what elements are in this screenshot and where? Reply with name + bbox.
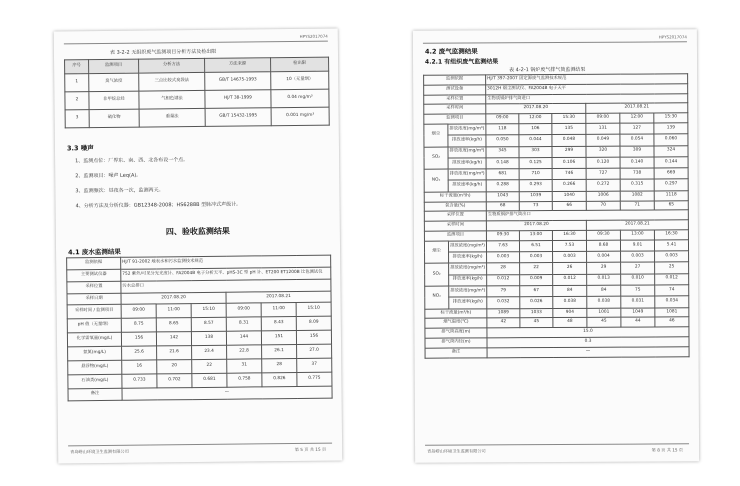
metric-label: 烟气温度(℃) [425, 318, 487, 328]
table-cell: 156 [296, 330, 331, 344]
table-cell: 1081 [655, 307, 689, 317]
sampling-time: 16:30 [654, 230, 688, 240]
column-header: 分析方法 [139, 58, 205, 73]
info-label: 测试设备 [424, 85, 486, 95]
info-value: HJ/T 397-2007 固定源废气监测技术规范 [486, 74, 688, 85]
footer-organization: 青岛崂山环境卫生监测有限公司 [70, 448, 129, 455]
column-header: 序号 [65, 60, 89, 74]
table-cell: 46 [655, 317, 689, 327]
table-cell: 硫化物 [89, 109, 139, 128]
table-cell: 1033 [520, 308, 553, 318]
noise-monitoring-line: 1、监测点位：厂界东、南、西、北各布设一个点。 [75, 157, 189, 165]
table-cell: 8.75 [121, 318, 156, 332]
table-cell: 299 [552, 146, 586, 157]
metric-label: 排放浓度(mg/m³) [448, 146, 486, 157]
table-caption: 表 3-2-2 无组织废气监测项目分析方法及检出限 [109, 48, 217, 56]
table-cell: 22.8 [227, 345, 262, 359]
table-cell: 0.001 mg/m³ [271, 107, 329, 126]
info-label: 监测依据 [67, 257, 121, 270]
table-cell: 1118 [654, 191, 688, 201]
metric-label: 排放速率(kg/h) [448, 135, 486, 146]
table-cell: 303 [519, 146, 552, 157]
sampling-time: 13:00 [620, 230, 654, 240]
table-cell: 27.0 [297, 344, 332, 358]
table-cell: 79 [487, 286, 520, 297]
metric-label: 排放速率(kg/h) [449, 275, 487, 286]
table-cell: 非甲烷总烃 [89, 91, 139, 110]
table-cell: 45 [520, 318, 553, 328]
corner-header: 采样时间 [424, 221, 486, 231]
table-cell: 0.010 [621, 274, 655, 285]
metric-label: 排放浓度(mg/m³) [449, 263, 487, 274]
table-cell: 0.297 [654, 179, 688, 190]
table-cell: 45 [587, 317, 621, 327]
table-cell: 135 [552, 123, 586, 134]
table-cell: 320 [586, 146, 620, 157]
table-cell: 127 [620, 123, 654, 134]
metric-label: 标干流量(m³/h) [425, 308, 487, 318]
metric-label: 排放速率(kg/h) [448, 158, 486, 169]
table-cell: 28 [262, 358, 297, 372]
noise-monitoring-line: 4、分析方法及分析仪器：GB12348-2008；HS6288B 型脉冲式声级计。 [75, 201, 242, 210]
table-cell: 0.120 [586, 157, 620, 168]
table-cell: 142 [156, 332, 191, 346]
metric-label: 排放速率(kg/h) [448, 180, 486, 191]
table-cell: 118 [486, 124, 519, 135]
table-cell: 44 [621, 317, 655, 327]
table-cell: 151 [261, 330, 296, 344]
info-value: 生物质锅炉排气筒出口 [486, 210, 688, 221]
sampling-time: 09:00 [486, 114, 519, 124]
sampling-time: 16:30 [552, 230, 586, 240]
header-rule [423, 41, 687, 43]
table-cell: 8.65 [156, 318, 191, 332]
table-cell: 0.3 [487, 337, 689, 348]
table-cell: 8.43 [261, 316, 296, 330]
table-cell: 710 [519, 169, 552, 180]
pollutant-label: SO₂ [424, 147, 448, 170]
table-cell: 0.04 mg/m³ [271, 89, 329, 108]
table-cell: 0.293 [519, 180, 552, 191]
sampling-time: 15:30 [552, 114, 586, 124]
column-header: 方法来源 [205, 58, 271, 73]
table-cell: 73 [519, 201, 552, 211]
table-cell: 0.148 [486, 158, 519, 169]
item-label: pH 值（无量纲） [67, 318, 121, 333]
sampling-time: 12:00 [620, 113, 654, 123]
table-cell: 0.003 [520, 252, 553, 263]
table-cell: 37 [297, 358, 332, 372]
sampling-date: 2017.08.21 [586, 103, 688, 113]
table-cell: 8.31 [226, 317, 261, 331]
table-cell: 0.288 [486, 180, 519, 191]
gas-results-table [423, 73, 690, 358]
sampling-time: 13:00 [519, 230, 552, 240]
metric-label: 排气筒高度(m) [425, 328, 487, 338]
table-row [425, 347, 689, 358]
table-cell: 25.6 [122, 346, 157, 360]
corner-header: 采样时间 [424, 104, 486, 114]
table-cell: 0.681 [192, 373, 227, 387]
info-value: HJ/T 91-2002 地表水和污水监测技术规范 [121, 255, 331, 269]
table-cell: 0.106 [552, 157, 586, 168]
chapter-title: 四、验收监测结果 [165, 226, 230, 237]
info-label: 主要测试仪器 [67, 269, 121, 282]
table-cell: — [487, 347, 689, 358]
table-cell: 0.038 [553, 297, 587, 308]
table-cell: 746 [552, 169, 586, 180]
footer-rule [68, 443, 332, 447]
sampling-time: 09:30 [486, 231, 519, 241]
table-cell: 8.57 [191, 317, 226, 331]
table-cell: 0.003 [487, 252, 520, 263]
table-cell: 0.012 [655, 273, 689, 284]
sampling-date: 2017.08.21 [226, 291, 331, 303]
footer-rule [425, 443, 689, 445]
table-cell: 0.026 [520, 297, 553, 308]
info-value: 752 紫外/可见分光光度计、FA2004B 电子分析天平、pHS-3C 型 pH 计、ET200 ET1200B 比色测试仪 [121, 267, 331, 281]
metric-label: 氧含量(%) [424, 201, 486, 211]
table-cell: 1001 [587, 308, 621, 318]
table-cell: 10（无量纲） [271, 71, 329, 90]
table-cell: 324 [654, 145, 688, 156]
table-cell: 0.038 [587, 296, 621, 307]
table-cell: 0.060 [654, 134, 688, 145]
header-rule [64, 41, 328, 45]
page-number: 第 5 页 共 15 页 [294, 446, 327, 452]
table-cell: 8.68 [586, 240, 620, 251]
table-cell: 9.01 [620, 240, 654, 251]
table-cell: 84 [587, 285, 621, 296]
table-cell: 0.009 [520, 274, 553, 285]
pollutant-label: 烟尘 [424, 241, 448, 264]
table-cell: 21.6 [157, 346, 192, 360]
pollutant-label: SO₂ [425, 263, 449, 286]
sampling-time: 09:00 [586, 113, 620, 123]
table-cell: 0.049 [586, 134, 620, 145]
item-label: 悬浮物(mg/L) [68, 360, 122, 375]
table-cell: 70 [586, 201, 620, 211]
section-heading-gas: 4.2 废气监测结果 [424, 47, 478, 56]
item-label: 氨氮(mg/L) [68, 346, 122, 361]
table-cell: 48 [553, 318, 587, 328]
sampling-time: 09:00 [226, 303, 261, 317]
table-cell: HJ/T 38-1999 [205, 90, 271, 109]
noise-monitoring-line: 2、监测项目：噪声 Leq(A)。 [75, 172, 142, 180]
metric-label: 排气筒内径(m) [425, 338, 487, 348]
table-cell: 臭气浓度 [89, 73, 139, 92]
remark-label: 备注 [68, 388, 122, 401]
footer-organization: 青岛崂山环境卫生监测有限公司 [427, 448, 486, 454]
table-cell: 15.0 [487, 327, 689, 338]
sampling-time: 15:10 [191, 303, 226, 317]
pollutant-label: NOₓ [424, 169, 448, 192]
section-heading-noise: 3.3 噪声 [66, 144, 94, 153]
info-value: 生物质锅炉排气筒进口 [486, 93, 688, 104]
info-label: 采样位置 [67, 281, 121, 294]
sampling-time: 12:00 [519, 114, 552, 124]
remark-value: — [122, 386, 332, 400]
table-cell: 0.315 [620, 179, 654, 190]
subsection-heading: 4.2.1 有组织废气监测结果 [425, 58, 499, 66]
table-cell: 0.003 [553, 251, 587, 262]
sampling-date: 2017.08.20 [121, 292, 226, 304]
table-cell: 0.034 [655, 296, 689, 307]
table-cell: 1006 [586, 191, 620, 201]
pollutant-label: 烟尘 [424, 124, 448, 147]
table-cell: 0.125 [519, 157, 552, 168]
table-cell: 1089 [487, 308, 520, 318]
info-label: 采样位置 [424, 211, 486, 221]
table-cell: 0.144 [654, 157, 688, 168]
sampling-time: 11:00 [261, 302, 296, 316]
table-cell: 0.044 [519, 135, 552, 146]
table-cell: 31 [227, 359, 262, 373]
table-cell: 0.826 [262, 372, 297, 386]
table-cell: 7.53 [552, 240, 586, 251]
metric-label: 排放浓度(mg/m³) [448, 169, 486, 180]
item-label: 石油类(mg/L) [68, 374, 122, 389]
table-cell: 0.733 [122, 374, 157, 388]
info-label: 监测依据 [424, 75, 486, 85]
table-cell: 309 [620, 146, 654, 157]
sampling-time: 15:10 [296, 302, 331, 316]
table-cell: 727 [586, 168, 620, 179]
table-cell: 22 [520, 263, 553, 274]
table-cell: 0.272 [586, 180, 620, 191]
table-cell: 139 [654, 123, 688, 134]
sampling-time: 09:30 [586, 230, 620, 240]
document-number: HPYS2017074 [299, 33, 328, 39]
water-results-table [66, 255, 333, 402]
table-caption: 表 4-2-1 锅炉废气排气筒监测结果 [509, 66, 586, 74]
table-cell: 5.41 [654, 240, 688, 251]
table-cell: 156 [121, 332, 156, 346]
table-cell: 904 [553, 308, 587, 318]
table-cell: 138 [191, 331, 226, 345]
table-cell: 131 [586, 123, 620, 134]
table-cell: 0.140 [620, 157, 654, 168]
table-cell: 1 [65, 74, 89, 92]
table-cell: 68 [486, 201, 519, 211]
info-value: 3012H 烟尘测试仪、FA2004B 电子天平 [486, 84, 688, 95]
table-cell: 1049 [621, 308, 655, 318]
report-page-right [413, 29, 699, 462]
table-cell: 26.1 [262, 344, 297, 358]
sampling-date: 2017.08.20 [486, 104, 586, 114]
table-cell: 20 [157, 360, 192, 374]
table-cell: 29 [587, 263, 621, 274]
table-cell: 6.51 [519, 240, 552, 251]
metric-label: 排放浓度(mg/m³) [448, 124, 486, 135]
table-cell: 71 [620, 201, 654, 211]
table-cell: 106 [519, 124, 552, 135]
sampling-time: 15:30 [654, 113, 688, 123]
sampling-date: 2017.08.21 [586, 220, 688, 230]
corner-header: 监测项目 [424, 114, 486, 124]
table-cell: GB/T 15432-1995 [205, 108, 271, 127]
section-heading-water: 4.1 废水监测结果 [68, 247, 121, 257]
metric-label: 排放浓度(mg/m³) [448, 241, 486, 252]
table-cell: 1039 [519, 191, 552, 201]
table-cell: 1040 [552, 191, 586, 201]
corner-header: 监测项目 [424, 231, 486, 241]
table-cell: 3 [65, 110, 89, 128]
document-number: HPYS2017074 [658, 34, 687, 40]
table-cell: 三点比较式臭袋法 [139, 72, 205, 91]
table-cell: 669 [654, 168, 688, 179]
table-cell: 65 [654, 200, 688, 210]
table-cell: 0.004 [587, 251, 621, 262]
info-label: 采样位置 [424, 94, 486, 104]
page-number: 第 8 页 共 15 页 [651, 447, 684, 453]
table-cell: 气相色谱法 [139, 90, 205, 109]
table-cell: 1043 [486, 191, 519, 201]
metric-label: 排放速率(kg/h) [449, 297, 487, 308]
table-cell: 0.012 [553, 274, 587, 285]
table-cell: 42 [487, 318, 520, 328]
table-cell: 0.012 [487, 274, 520, 285]
sampling-time: 11:00 [156, 304, 191, 318]
table-cell: 16 [122, 360, 157, 374]
table-cell: 28 [487, 263, 520, 274]
info-value: 污水总排口 [121, 279, 331, 293]
table-cell: 25 [655, 262, 689, 273]
table-cell: 681 [486, 169, 519, 180]
table-cell: 738 [620, 168, 654, 179]
table-cell: 0.050 [486, 135, 519, 146]
table-cell: 345 [486, 146, 519, 157]
table-cell: 0.266 [552, 180, 586, 191]
table-cell: 0.775 [297, 372, 332, 386]
table-cell: 7.63 [486, 240, 519, 251]
table-cell: 144 [226, 331, 261, 345]
table-cell: 26 [553, 263, 587, 274]
table-cell: 8.09 [296, 316, 331, 330]
table-cell: 67 [520, 285, 553, 296]
item-label: 化学需氧量(mg/L) [67, 332, 121, 347]
sampling-time: 09:00 [121, 304, 156, 318]
date-label: 采样日期 [67, 293, 121, 305]
table-cell: GB/T 14675-1993 [205, 72, 271, 91]
sampling-date: 2017.08.20 [486, 220, 586, 230]
table-cell: 0.032 [487, 297, 520, 308]
table-cell: 重量法 [139, 108, 205, 127]
metric-label: 排放速率(kg/h) [449, 252, 487, 263]
column-header: 监测项目 [89, 59, 139, 74]
table-cell: 66 [552, 201, 586, 211]
table-cell: 0.003 [655, 251, 689, 262]
metric-label: 备注 [425, 348, 487, 358]
table-cell: 74 [655, 285, 689, 296]
corner-header: 采样时间 / 监测项目 [67, 304, 121, 319]
table-cell: 0.758 [227, 373, 262, 387]
report-page-left [54, 29, 343, 464]
noise-monitoring-line: 3、监测频次：昼夜各一次，监测两天。 [75, 187, 164, 195]
table-cell: 0.003 [621, 251, 655, 262]
table-cell: 0.702 [157, 374, 192, 388]
method-table [64, 57, 330, 129]
metric-label: 标干流量(m³/h) [424, 192, 486, 202]
table-cell: 0.054 [620, 134, 654, 145]
table-cell: 84 [553, 285, 587, 296]
table-cell: 2 [65, 92, 89, 110]
metric-label: 排放浓度(mg/m³) [449, 286, 487, 297]
table-row [65, 107, 329, 128]
table-cell: 0.013 [587, 274, 621, 285]
table-cell: 0.048 [552, 135, 586, 146]
table-cell: 23.4 [192, 345, 227, 359]
table-cell: 0.031 [621, 296, 655, 307]
table-cell: 22 [192, 359, 227, 373]
table-cell: 75 [621, 285, 655, 296]
table-cell: 1082 [620, 191, 654, 201]
column-header: 检出限 [271, 57, 329, 72]
table-cell: 27 [621, 262, 655, 273]
remark-row [68, 386, 332, 401]
pollutant-label: NOₓ [425, 286, 449, 309]
